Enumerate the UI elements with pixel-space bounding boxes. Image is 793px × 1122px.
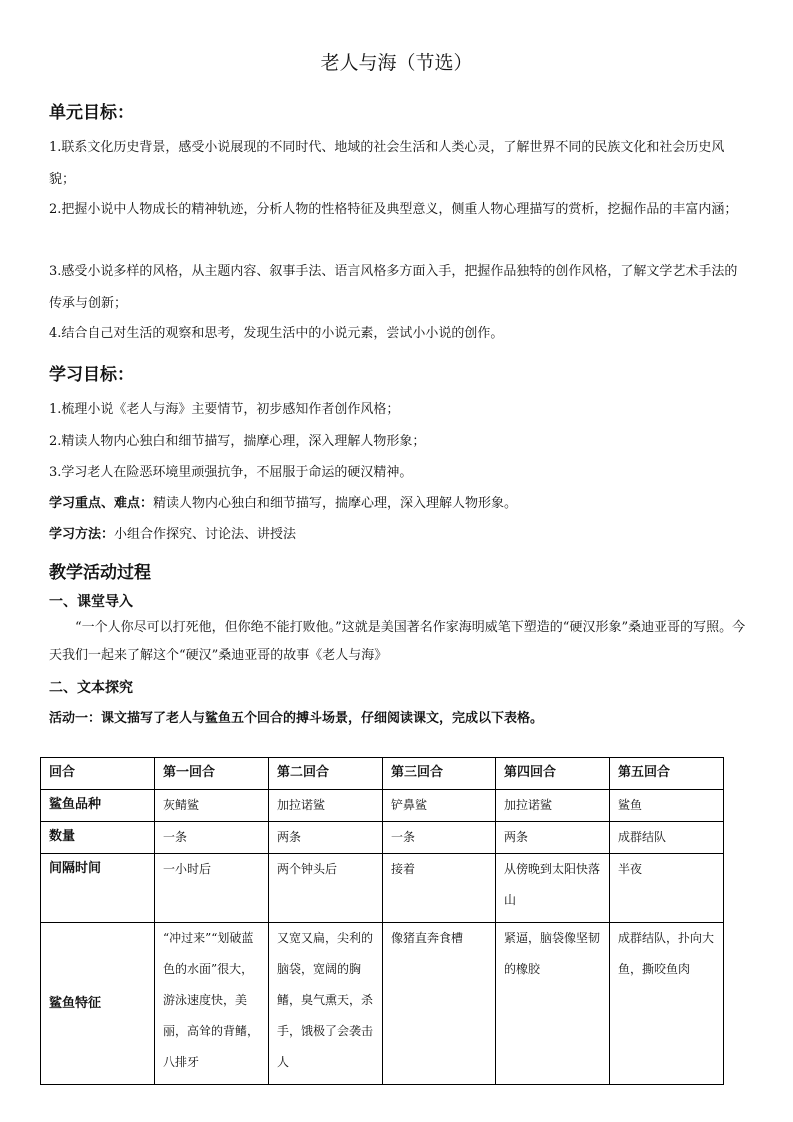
table-cell: 两条: [269, 822, 383, 854]
table-header-row: [41, 758, 724, 790]
document-title: 老人与海（节选）: [320, 52, 473, 74]
table-row: [41, 790, 724, 822]
key-points-label: 学习重点、难点：: [49, 496, 154, 511]
table-cell: 加拉诺鲨: [269, 790, 383, 822]
unit-goal-3: 3.感受小说多样的风格，从主题内容、叙事手法、语言风格多方面入手，把握作品独特的创作风格，了解文学艺术手法的传承与创新；: [49, 264, 738, 311]
unit-goals-heading: 单元目标：: [49, 103, 134, 123]
table-row: [41, 822, 724, 854]
shark-rounds-table: [40, 757, 724, 1085]
table-cell: 紧逼，脑袋像坚韧的橡胶: [496, 923, 610, 1085]
table-cell: 两个钟头后: [269, 854, 383, 923]
table-row: [41, 854, 724, 923]
unit-goal-4: 4.结合自己对生活的观察和思考，发现生活中的小说元素，尝试小小说的创作。: [49, 326, 504, 341]
table-cell: 一小时后: [155, 854, 269, 923]
header-cell: 第五回合: [610, 758, 724, 790]
table-cell: 灰鲭鲨: [155, 790, 269, 822]
header-cell: 第四回合: [496, 758, 610, 790]
learning-goal-1: 1.梳理小说《老人与海》主要情节，初步感知作者创作风格；: [49, 402, 400, 417]
row-label: 鲨鱼品种: [41, 790, 155, 822]
table-cell: 一条: [155, 822, 269, 854]
learning-goal-3: 3.学习老人在险恶环境里顽强抗争，不屈服于命运的硬汉精神。: [49, 465, 413, 480]
table-cell: 成群结队，扑向大鱼，撕咬鱼肉: [610, 923, 724, 1085]
process-heading: 教学活动过程: [49, 563, 151, 583]
table-row: [41, 923, 724, 1085]
table-cell: 接着: [383, 854, 496, 923]
learning-goals-heading: 学习目标：: [49, 365, 134, 385]
table-cell: 一条: [383, 822, 496, 854]
unit-goal-1: 1.联系文化历史背景，感受小说展现的不同时代、地域的社会生活和人类心灵，了解世界不同的民族文化和社会历史风貌；: [49, 140, 725, 187]
row-label: 数量: [41, 822, 155, 854]
table-cell: 半夜: [610, 854, 724, 923]
table-cell: 加拉诺鲨: [496, 790, 610, 822]
header-cell: 第三回合: [383, 758, 496, 790]
table-cell: 两条: [496, 822, 610, 854]
table-cell: 像猪直奔食槽: [383, 923, 496, 1085]
row-label: 间隔时间: [41, 854, 155, 923]
explore-heading: 二、文本探究: [49, 680, 133, 696]
header-cell: 回合: [41, 758, 155, 790]
learning-method-text: 小组合作探究、讨论法、讲授法: [114, 527, 297, 542]
learning-goal-2: 2.精读人物内心独白和细节描写，揣摩心理，深入理解人物形象；: [49, 434, 426, 449]
table-cell: “冲过来”“划破蓝色的水面”很大，游泳速度快，美丽，高耸的背鳍，八排牙: [155, 923, 269, 1085]
table-cell: 鲨鱼: [610, 790, 724, 822]
key-points-text: 精读人物内心独白和细节描写，揣摩心理，深入理解人物形象。: [153, 496, 518, 511]
table-cell: 铲鼻鲨: [383, 790, 496, 822]
learning-method-label: 学习方法：: [49, 527, 115, 542]
header-cell: 第二回合: [269, 758, 383, 790]
table-cell: 从傍晚到太阳快落山: [496, 854, 610, 923]
row-label: 鲨鱼特征: [41, 923, 155, 1085]
table-cell: 又宽又扁，尖利的脑袋，宽阔的胸鳍，臭气熏天，杀手，饿极了会袭击人: [269, 923, 383, 1085]
intro-heading: 一、课堂导入: [49, 594, 133, 610]
header-cell: 第一回合: [155, 758, 269, 790]
key-points: [49, 492, 749, 511]
table-cell: 成群结队: [610, 822, 724, 854]
learning-method: [49, 523, 749, 542]
activity-instruction: 活动一：课文描写了老人与鲨鱼五个回合的搏斗场景，仔细阅读课文，完成以下表格。: [49, 711, 544, 726]
unit-goal-2: 2.把握小说中人物成长的精神轨迹，分析人物的性格特征及典型意义，侧重人物心理描写的赏析，挖掘作品的丰富内涵；: [49, 202, 738, 217]
intro-text: “一个人你尽可以打死他，但你绝不能打败他。”这就是美国著名作家海明威笔下塑造的“硬汉形象”桑迪亚哥的写照。今天我们一起来了解这个“硬汉”桑迪亚哥的故事《老人与海》: [49, 620, 746, 663]
